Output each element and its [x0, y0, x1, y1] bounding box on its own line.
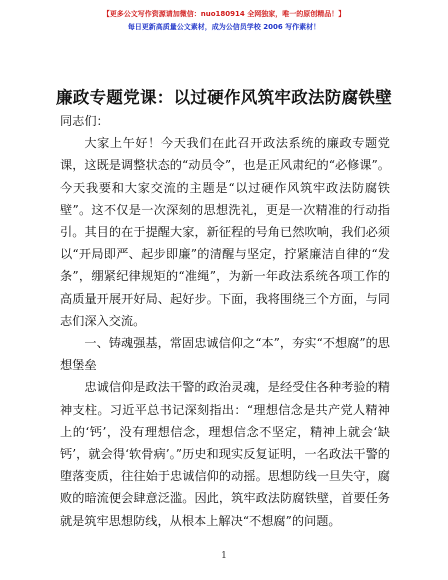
greeting: 同志们：: [60, 114, 109, 128]
document-title: 廉政专题党课：以过硬作风筑牢政法防腐铁壁: [56, 88, 392, 107]
promo-banner-sub: 每日更新高质量公文素材，成为公信员学校 2006 写作素材！: [127, 23, 321, 31]
section-heading: 一、铸魂强基，常固忠诚信仰之“本”，夯实“不想腐”的思想堡垒: [60, 336, 390, 373]
intro-paragraph: 大家上午好！今天我们在此召开政法系统的廉政专题党课，这既是调整状态的“动员令”，也是正风肃纪的“必修课”。今天我要和大家交流的主题是“以过硬作风筑牢政法防腐铁壁”。这不仅是一次深刻的思想洗礼，更是一次精准的行动指引。其目的在于提醒大家，新征程的号角已然吹响，我们必须以“开局即严、起步即廉”的清醒与坚定，拧紧廉洁自律的“发条”，绷紧纪律规矩的“准绳”，为新一年政法系统各项工作的高质量开展开好局、起好步。下面，我将围绕三个方面，与同志们深入交流。: [60, 136, 390, 328]
promo-banner-top: 【更多公文写作资源请加微信：nuo180914 全网独家，唯一的原创精品！】: [102, 10, 346, 18]
section-paragraph: 忠诚信仰是政法干警的政治灵魂，是经受住各种考验的精神支柱。习近平总书记深刻指出：“理想信念是共产党人精神上的‘钙’，没有理想信念，理想信念不坚定，精神上就会‘缺钙’，就会得‘软骨病’。”历史和现实反复证明，一名政法干警的堕落变质，往往始于忠诚信仰的动摇。思想防线一旦失守，腐败的暗流便会肆意泛滥。因此，筑牢政法防腐铁壁，首要任务就是筑牢思想防线，从根本上解决“不想腐”的问题。: [60, 380, 390, 528]
page-number: 1: [221, 551, 227, 561]
document-body: [60, 110, 390, 532]
